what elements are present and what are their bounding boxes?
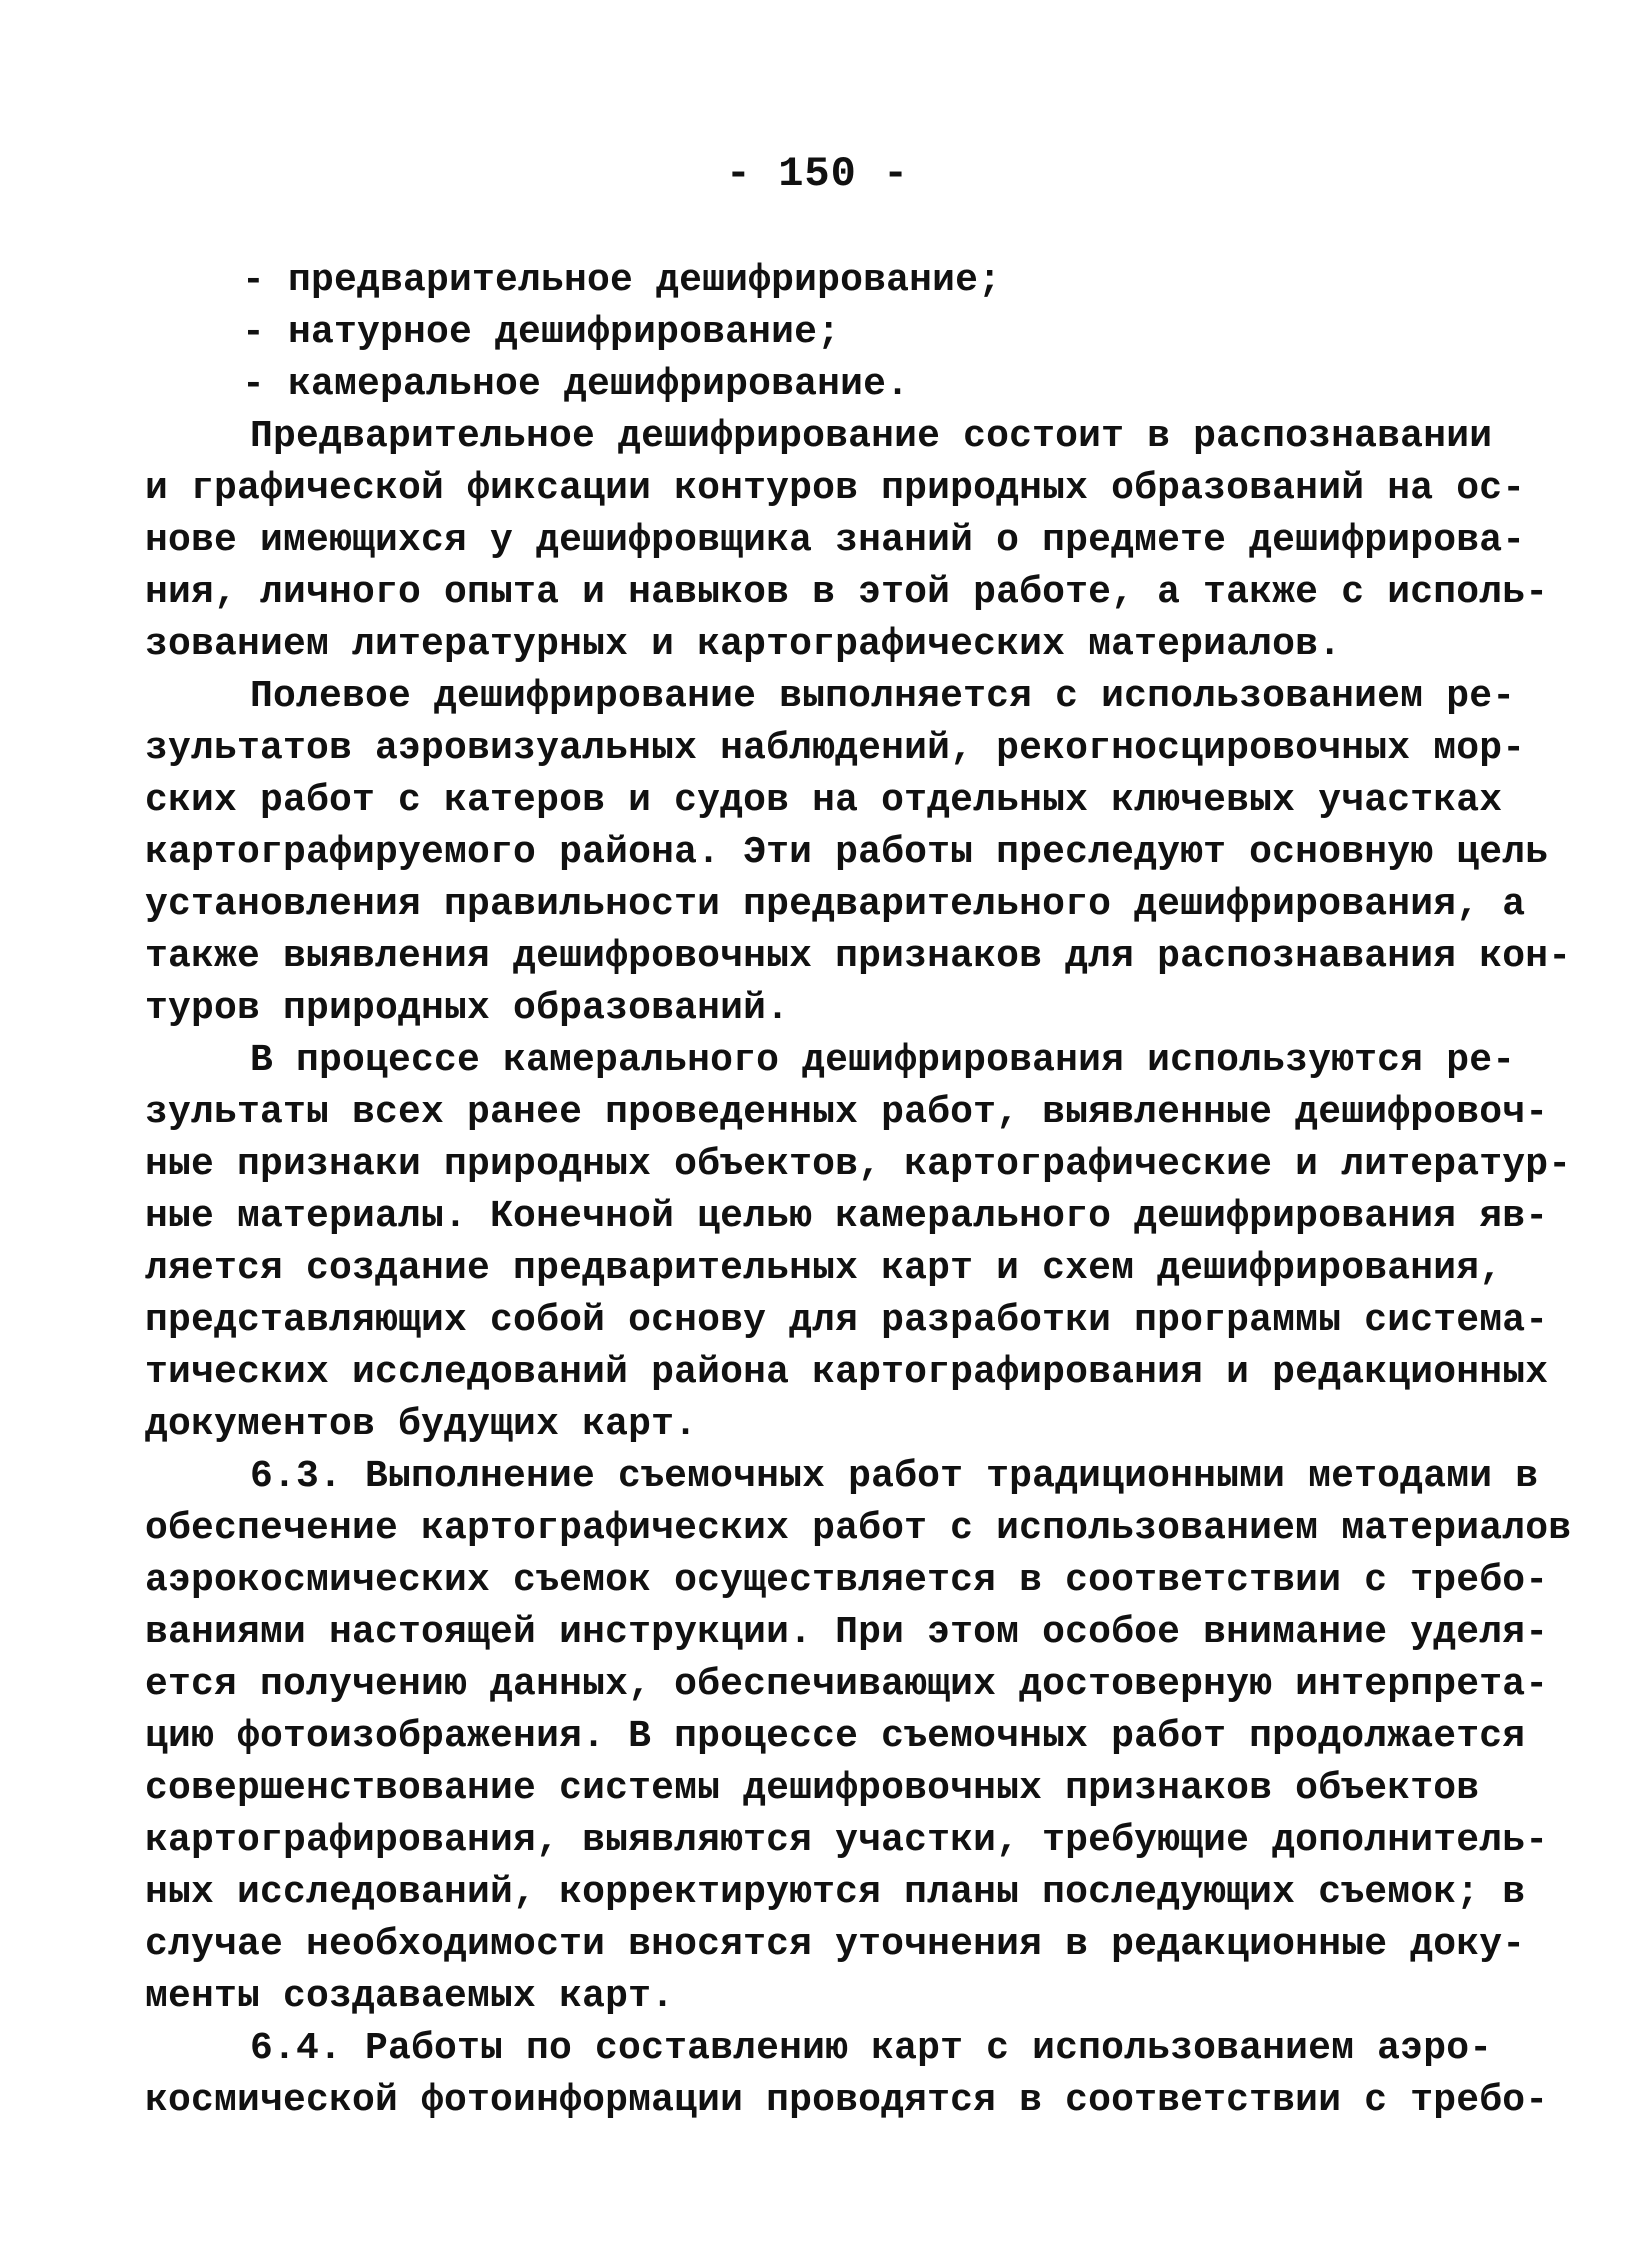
text-line: картографирования, выявляются участки, требующие дополнитель- — [145, 1819, 1549, 1862]
text-line: ных исследований, корректируются планы последующих съемок; в — [145, 1871, 1526, 1914]
text-line: Полевое дешифрирование выполняется с использованием ре- — [250, 675, 1516, 718]
text-line: - натурное дешифрирование; — [242, 311, 841, 354]
text-line: ваниями настоящей инструкции. При этом особое внимание уделя- — [145, 1611, 1549, 1654]
text-line: представляющих собой основу для разработки программы система- — [145, 1299, 1549, 1342]
text-line: установления правильности предварительного дешифрирования, а — [145, 883, 1526, 926]
text-line: космической фотоинформации проводятся в соответствии с требо- — [145, 2079, 1549, 2122]
text-line: зованием литературных и картографических материалов. — [145, 623, 1342, 666]
text-line: ные признаки природных объектов, картографические и литератур- — [145, 1143, 1572, 1186]
text-line: зультаты всех ранее проведенных работ, выявленные дешифровоч- — [145, 1091, 1549, 1134]
text-line: обеспечение картографических работ с использованием материалов — [145, 1507, 1572, 1550]
text-line: - предварительное дешифрирование; — [242, 259, 1002, 302]
text-line: В процессе камерального дешифрирования используются ре- — [250, 1039, 1516, 1082]
text-line: документов будущих карт. — [145, 1403, 698, 1446]
text-line: совершенствование системы дешифровочных признаков объектов — [145, 1767, 1480, 1810]
text-line: 6.3. Выполнение съемочных работ традиционными методами в — [250, 1455, 1539, 1498]
page-number: - 150 - — [725, 150, 910, 198]
text-line: Предварительное дешифрирование состоит в распознавании — [250, 415, 1493, 458]
text-line: 6.4. Работы по составлению карт с использованием аэро- — [250, 2027, 1493, 2070]
text-line: аэрокосмических съемок осуществляется в соответствии с требо- — [145, 1559, 1549, 1602]
text-line: ляется создание предварительных карт и схем дешифрирования, — [145, 1247, 1503, 1290]
text-line: ные материалы. Конечной целью камерального дешифрирования яв- — [145, 1195, 1549, 1238]
text-line: цию фотоизображения. В процессе съемочных работ продолжается — [145, 1715, 1526, 1758]
text-line: тических исследований района картографирования и редакционных — [145, 1351, 1549, 1394]
text-line: менты создаваемых карт. — [145, 1975, 675, 2018]
text-line: картографируемого района. Эти работы преследуют основную цель — [145, 831, 1549, 874]
text-line: и графической фиксации контуров природных образований на ос- — [145, 467, 1526, 510]
text-line: зультатов аэровизуальных наблюдений, рекогносцировочных мор- — [145, 727, 1526, 770]
text-line: нове имеющихся у дешифровщика знаний о предмете дешифрирова- — [145, 519, 1526, 562]
text-line: туров природных образований. — [145, 987, 790, 1030]
text-line: случае необходимости вносятся уточнения в редакционные доку- — [145, 1923, 1526, 1966]
text-line: также выявления дешифровочных признаков для распознавания кон- — [145, 935, 1572, 978]
text-line: ния, личного опыта и навыков в этой работе, а также с исполь- — [145, 571, 1549, 614]
text-line: ских работ с катеров и судов на отдельных ключевых участках — [145, 779, 1503, 822]
text-line: - камеральное дешифрирование. — [242, 363, 910, 406]
text-line: ется получению данных, обеспечивающих достоверную интерпрета- — [145, 1663, 1549, 1706]
